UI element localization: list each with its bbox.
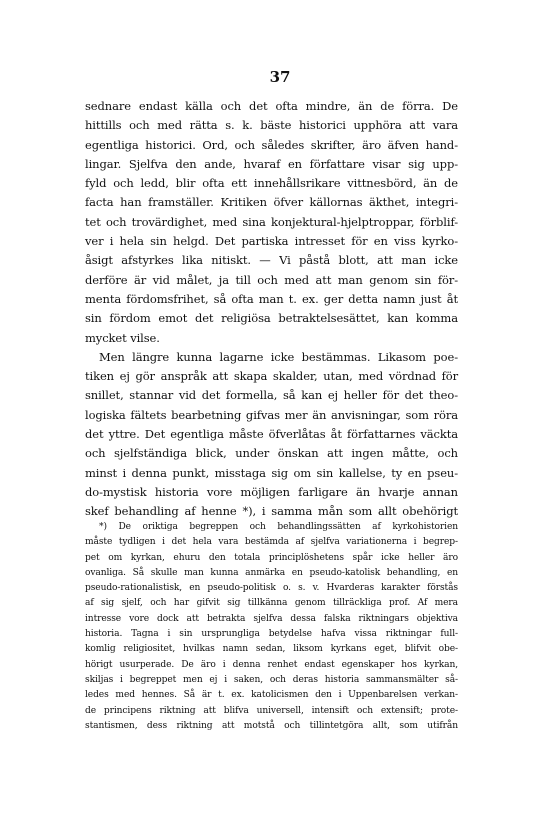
text-line: Men längre kunna lagarne icke bestämmas. Likasom poe-	[99, 349, 458, 364]
text-line: fyld och ledd, blir ofta ett innehållsrikare vittnesbörd, än de	[85, 176, 458, 191]
footnote-line: pseudo-rationalistisk, en pseudo-politisk o. s. v. Hvarderas karakter förstås	[85, 583, 458, 594]
footnote-line: ledes med hennes. Så är t. ex. katolicismen den i Uppenbarelsen verkan-	[85, 690, 458, 701]
text-line: egentliga historici. Ord, och således skrifter, äro äfven hand-	[85, 137, 458, 152]
text-line: tiken ej gör anspråk att skapa skalder, utan, med vördnad för	[85, 369, 458, 384]
text-line: lingar. Sjelfva den ande, hvaraf en författare visar sig upp-	[85, 156, 458, 171]
text-line: facta han framställer. Kritiken öfver källornas äkthet, integri-	[85, 195, 458, 210]
text-line: mycket vilse.	[85, 330, 160, 345]
text-line: sednare endast källa och det ofta mindre, än de förra. De	[85, 99, 458, 113]
footnote-line: skiljas i begreppet men ej i saken, och deras historia sammansmälter så-	[85, 674, 458, 685]
footnote-line: de principens riktning att blifva universell, intensift och extensift; prote-	[85, 705, 458, 716]
footnote-line: hörigt usurperade. De äro i denna renhet endast egenskaper hos kyrkan,	[85, 659, 458, 670]
footnote-line: komlig religiositet, hvilkas namn sedan, liksom kyrkans eget, blifvit obe-	[85, 644, 458, 655]
text-line: det yttre. Det egentliga måste öfverlåtas åt författarnes väckta	[85, 427, 458, 442]
text-line: åsigt afstyrkes lika nitiskt. — Vi påstå blott, att man icke	[85, 253, 458, 268]
text-line: ver i hela sin helgd. Det partiska intresset för en viss kyrko-	[85, 234, 458, 249]
text-line: snillet, stannar vid det formella, så kan ej heller för det theo-	[85, 388, 458, 403]
text-line: do-mystisk historia vore möjligen farligare än hvarje annan	[85, 484, 458, 499]
text-line: sin fördom emot det religiösa betraktelsesättet, kan komma	[85, 311, 458, 326]
footnote-line: ovanliga. Så skulle man kunna anmärka en pseudo-katolisk behandling, en	[85, 567, 458, 578]
text-line: och sjelfständiga blick, under önskan att ingen måtte, och	[85, 446, 458, 461]
body-text	[85, 97, 458, 522]
footnote-line: måste tydligen i det hela vara bestämda af sjelfva variationerna i begrep-	[85, 537, 458, 548]
text-line: skef behandling af henne *), i samma mån som allt obehörigt	[85, 504, 458, 519]
text-line: hittills och med rätta s. k. bäste historici upphöra att vara	[85, 118, 458, 133]
footnote-line: *) De oriktiga begreppen och behandlingssätten af kyrkohistorien	[99, 522, 458, 532]
footnote-line: intresse vore dock att betrakta sjelfva dessa falska riktningars objektiva	[85, 613, 458, 624]
footnote-line: historia. Tagna i sin ursprungliga betydelse hafva vissa riktningar full-	[85, 629, 458, 640]
text-line: minst i denna punkt, misstaga sig om sin kallelse, ty en pseu-	[85, 465, 458, 480]
text-line: tet och trovärdighet, med sina konjektural-hjelptroppar, förblif-	[85, 214, 458, 229]
page-number: 37	[269, 68, 291, 86]
footnote-line: pet om kyrkan, ehuru den totala principlöshetens spår icke heller äro	[85, 552, 458, 563]
footnote	[85, 520, 458, 734]
text-line: logiska fältets bearbetning gifvas mer än anvisningar, som röra	[85, 407, 458, 422]
footnote-line: af sig sjelf, och har gifvit sig tillkänna genom tillräckliga prof. Af mera	[85, 598, 458, 609]
text-line: menta fördomsfrihet, så ofta man t. ex. ger detta namn just åt	[85, 291, 458, 306]
text-line: derföre är vid målet, ja till och med att man genom sin för-	[85, 272, 458, 287]
footnote-line: stantismen, dess riktning att motstå och tillintetgöra allt, som utifrån	[85, 720, 458, 731]
